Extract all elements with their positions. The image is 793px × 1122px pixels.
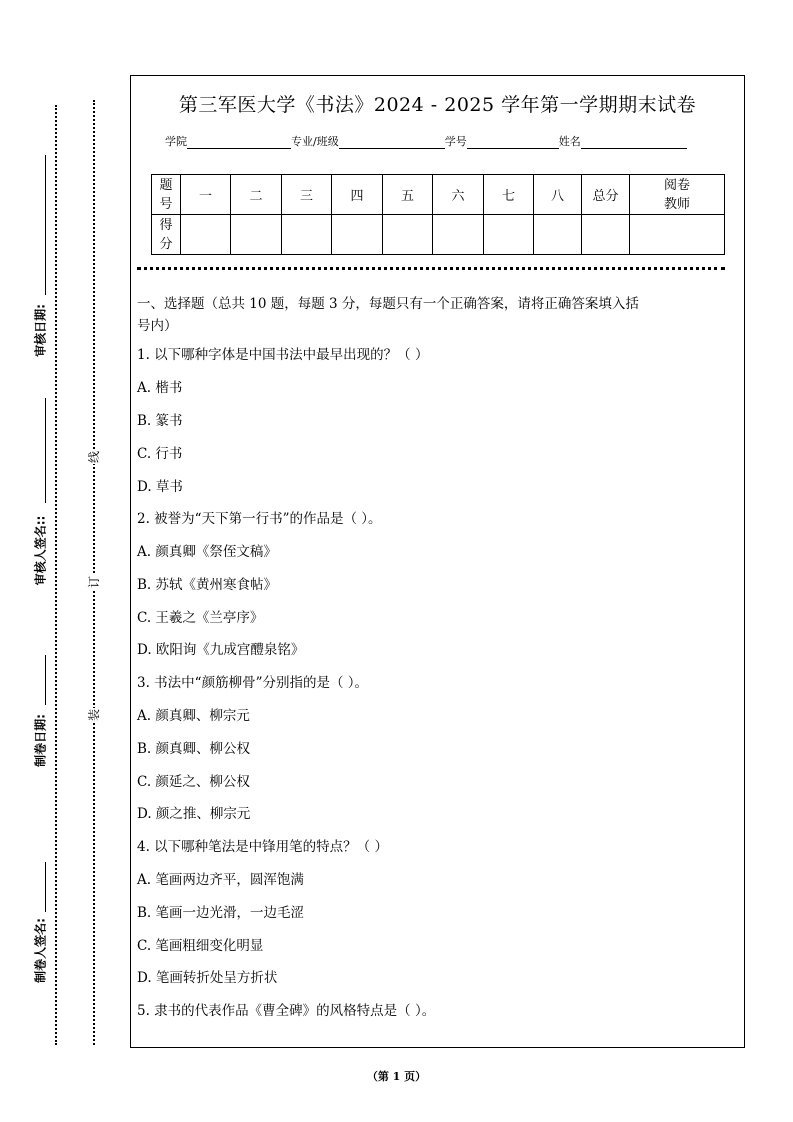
make-date-line [45, 655, 46, 705]
score-cell-1: 一 [181, 175, 231, 215]
maker-sign-line [45, 862, 46, 912]
q2-option-b[interactable]: B. 苏轼《黄州寒食帖》 [137, 577, 278, 593]
score-cell-tihao: 题号 [152, 175, 181, 215]
score-cell-3: 三 [282, 175, 332, 215]
q4-option-b[interactable]: B. 笔画一边光滑，一边毛涩 [137, 905, 305, 921]
score-table [151, 174, 725, 255]
q4-option-a[interactable]: A. 笔画两边齐平，圆浑饱满 [137, 872, 304, 888]
score-cell-8: 八 [534, 175, 582, 215]
score-cell-5: 五 [383, 175, 433, 215]
score-input-4[interactable] [332, 215, 383, 255]
q2-option-d[interactable]: D. 欧阳询《九成宫醴泉铭》 [137, 642, 305, 658]
review-date-label: 审核日期: [33, 304, 48, 357]
major-class-label: 专业/班级 [291, 135, 339, 148]
score-cell-4: 四 [332, 175, 383, 215]
score-cell-6: 六 [433, 175, 484, 215]
q1-option-a[interactable]: A. 楷书 [137, 380, 183, 396]
question-4: 4. 以下哪种笔法是中锋用笔的特点？（ ） [137, 839, 388, 855]
q3-option-b[interactable]: B. 颜真卿、柳公权 [137, 741, 251, 757]
student-info-row [165, 133, 687, 149]
reviewer-sign-line [45, 398, 46, 503]
q3-option-a[interactable]: A. 颜真卿、柳宗元 [137, 708, 250, 724]
make-date-label: 制卷日期: [33, 714, 48, 767]
question-5: 5. 隶书的代表作品《曹全碑》的风格特点是（ ）。 [137, 1003, 436, 1019]
q4-option-c[interactable]: C. 笔画粗细变化明显 [137, 938, 264, 954]
score-input-8[interactable] [534, 215, 582, 255]
score-input-2[interactable] [231, 215, 282, 255]
question-1: 1. 以下哪种字体是中国书法中最早出现的？（ ） [137, 347, 429, 363]
score-input-1[interactable] [181, 215, 231, 255]
exam-frame [130, 75, 745, 1048]
question-3: 3. 书法中“颜筋柳骨”分别指的是（ ）。 [137, 675, 369, 691]
q1-option-c[interactable]: C. 行书 [137, 446, 183, 462]
score-table-header-row [152, 175, 725, 215]
score-input-grader[interactable] [630, 215, 725, 255]
name-field[interactable] [581, 136, 687, 149]
score-cell-total: 总分 [582, 175, 630, 215]
dotted-separator [137, 267, 725, 270]
score-input-5[interactable] [383, 215, 433, 255]
major-class-field[interactable] [339, 136, 445, 149]
question-2: 2. 被誉为“天下第一行书”的作品是（ ）。 [137, 511, 382, 527]
student-id-field[interactable] [467, 136, 559, 149]
score-cell-grader: 阅卷教师 [630, 175, 725, 215]
college-field[interactable] [187, 136, 291, 149]
bind-char-ding: 订 [87, 576, 101, 589]
reviewer-sign-label: 审核人签名:: [33, 515, 48, 586]
left-dotted-line [55, 105, 57, 1045]
maker-sign-label: 制卷人签名: [33, 918, 48, 983]
q2-option-c[interactable]: C. 王羲之《兰亭序》 [137, 610, 264, 626]
q1-option-b[interactable]: B. 篆书 [137, 413, 183, 429]
q3-option-d[interactable]: D. 颜之推、柳宗元 [137, 806, 251, 822]
score-input-6[interactable] [433, 215, 484, 255]
college-label: 学院 [165, 135, 187, 148]
section-heading-line1: 一、选择题（总共 10 题，每题 3 分，每题只有一个正确答案，请将正确答案填入括 [137, 296, 639, 312]
bind-char-zhuang: 装 [87, 709, 101, 722]
q4-option-d[interactable]: D. 笔画转折处呈方折状 [137, 970, 278, 986]
page-number: （第 1 页） [366, 1070, 427, 1083]
section-heading-line2: 号内） [137, 318, 178, 334]
score-row-label: 得分 [152, 215, 181, 255]
bind-char-xian: 线 [87, 451, 101, 464]
score-input-7[interactable] [484, 215, 534, 255]
score-input-total[interactable] [582, 215, 630, 255]
exam-title: 第三军医大学《书法》2024 - 2025 学年第一学期期末试卷 [178, 94, 697, 116]
score-cell-7: 七 [484, 175, 534, 215]
q2-option-a[interactable]: A. 颜真卿《祭侄文稿》 [137, 544, 277, 560]
review-date-line [45, 155, 46, 295]
q3-option-c[interactable]: C. 颜延之、柳公权 [137, 774, 250, 790]
student-id-label: 学号 [444, 135, 467, 148]
binding-dotted-line [93, 100, 95, 1045]
score-cell-2: 二 [231, 175, 282, 215]
name-label: 姓名 [558, 135, 581, 148]
score-table-score-row [152, 215, 725, 255]
score-input-3[interactable] [282, 215, 332, 255]
q1-option-d[interactable]: D. 草书 [137, 479, 183, 495]
